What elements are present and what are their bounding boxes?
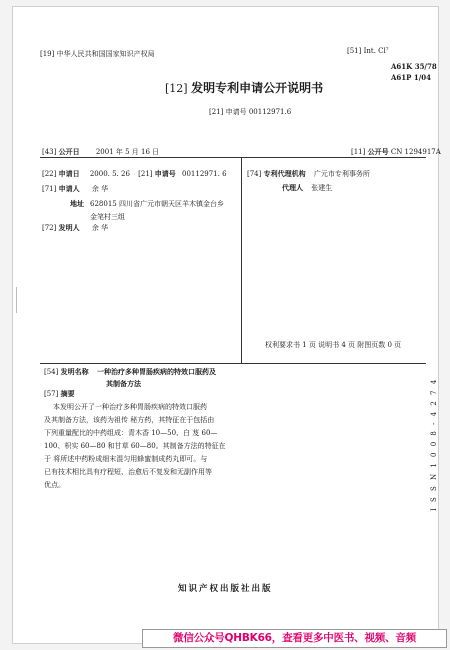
- invention-title-line-1: 一种治疗多种胃肠疾病的特效口服药及: [97, 367, 216, 376]
- abstract-line: 100、枳实 60—80 和甘草 60—80。其制备方法的特征在: [44, 442, 226, 450]
- pubnum-value: CN 1294917A: [390, 148, 441, 156]
- abstract-title: 摘要: [60, 389, 75, 398]
- application-number-line: [209, 107, 291, 117]
- pubdate-label: 公开日: [58, 147, 80, 156]
- doc-title: 发明专利申请公开说明书: [191, 81, 324, 95]
- publication-number-line: [351, 147, 441, 157]
- appno-code: [21]: [209, 108, 224, 116]
- inventor-label: 发明人: [58, 223, 80, 232]
- filing-label: 申请日: [58, 169, 80, 178]
- agency-line: [247, 169, 370, 179]
- invention-title-line-2: 其制备方法: [106, 379, 141, 388]
- agent-label: 代理人: [282, 183, 303, 192]
- class-secondary: A61P 1/04: [391, 73, 432, 82]
- publication-date-line: [42, 147, 159, 157]
- pubdate-code: [43]: [42, 148, 57, 156]
- abstract-label: [44, 389, 75, 399]
- doc-code: [12]: [165, 82, 188, 95]
- class-primary: A61K 35/78: [391, 62, 437, 71]
- agency-name: 广元市专利事务所: [313, 170, 370, 178]
- class-label: Int. Cl⁷: [363, 47, 389, 55]
- appno-value: 00112971.6: [248, 108, 292, 116]
- applicant-name: 余 华: [91, 185, 109, 193]
- issn-vertical: I S S N 1 0 0 8 - 4 2 7 4: [430, 377, 438, 511]
- abstract-line: 已有技术相比具有疗程短、治愈后不复发和无副作用等: [44, 468, 212, 476]
- inventor-code: [72]: [42, 224, 57, 232]
- filing-code: [22]: [42, 170, 57, 178]
- publisher-line: 知识产权出版社出版: [178, 584, 273, 594]
- applicant-line: [42, 184, 108, 194]
- address-line-1: 628015 四川省广元市朝天区羊木镇金台乡: [90, 200, 224, 208]
- filing-appno-label: 申请号: [154, 169, 176, 178]
- invention-title-label: [44, 367, 89, 377]
- classification-line: [347, 47, 389, 55]
- org-line: [40, 49, 155, 59]
- filing-line: [42, 169, 227, 179]
- title-code: [54]: [44, 368, 59, 376]
- abstract-code: [57]: [44, 390, 59, 398]
- abstract-line: 及其制备方法，该药为祖传 秘方药，其特征在于包括由: [44, 416, 215, 424]
- divider-top: [40, 157, 426, 158]
- pubdate-value: 2001 年 5 月 16 日: [95, 148, 160, 156]
- filing-date: 2000. 5. 26: [89, 170, 130, 178]
- agency-code: [74]: [247, 170, 262, 178]
- org-code: [19]: [40, 50, 55, 58]
- document-title: [165, 79, 323, 96]
- abstract-line: 于 将所述中药粉成细末混匀用蜂蜜制成药丸即可。与: [44, 455, 208, 463]
- scan-mark: [16, 287, 21, 313]
- divider-bottom: [40, 363, 426, 364]
- wechat-watermark: 微信公众号QHBK66，查看更多中医书、视频、音频: [142, 629, 447, 648]
- inventor-name: 余 华: [91, 224, 109, 232]
- org-name: 中华人民共和国国家知识产权局: [56, 50, 155, 58]
- applicant-code: [71]: [42, 185, 57, 193]
- abstract-line: 下列重量配比的中药组成：青木香 10—50、白 芨 60—: [44, 429, 218, 437]
- abstract-line: 优点。: [44, 481, 65, 489]
- agency-label: 专利代理机构: [263, 169, 306, 178]
- page-count-note: 权利要求书 1 页 说明书 4 页 附图页数 0 页: [265, 341, 402, 349]
- appno-label: 申请号: [225, 108, 247, 116]
- class-code: [51]: [347, 47, 362, 55]
- inventor-line: [42, 223, 108, 233]
- agent-name: 张建生: [311, 184, 333, 192]
- filing-appno: 00112971. 6: [182, 170, 227, 178]
- filing-appno-code: [21]: [138, 170, 153, 178]
- address-label: 地址: [70, 199, 84, 208]
- abstract-line: 本发明公开了一种治疗多种胃肠疾病的特效口服药: [53, 403, 207, 411]
- agent-line: [282, 183, 332, 193]
- address-line-2: 金笔村三组: [90, 213, 125, 221]
- title-label: 发明名称: [60, 367, 89, 376]
- patent-page: [12, 6, 439, 644]
- pubnum-code: [11]: [351, 148, 366, 156]
- pubnum-label: 公开号: [367, 147, 389, 156]
- column-divider: [241, 157, 242, 363]
- applicant-label: 申请人: [58, 184, 80, 193]
